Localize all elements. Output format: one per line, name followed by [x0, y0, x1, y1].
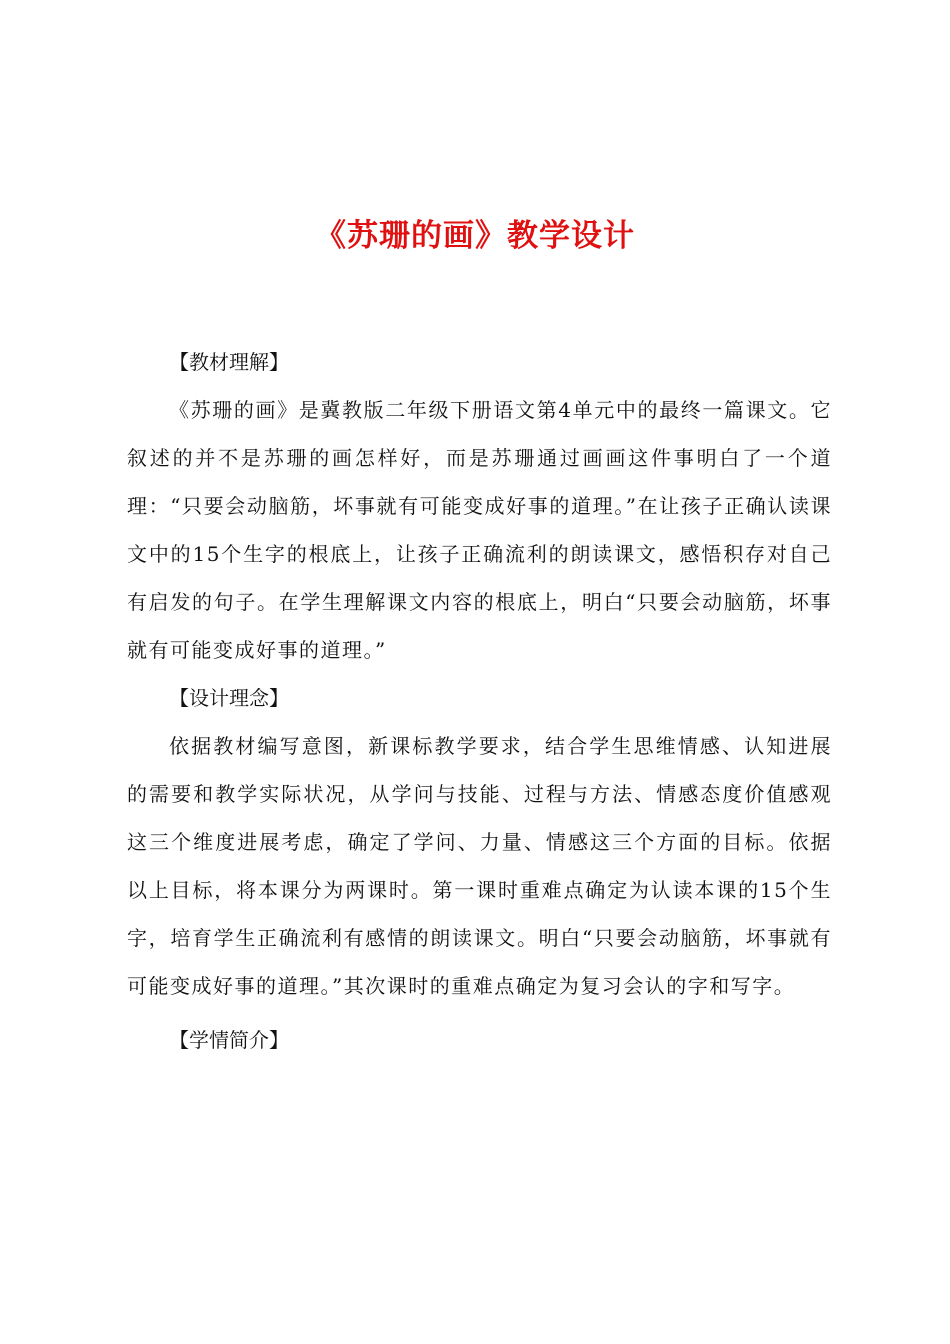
- section-paragraph: 依据教材编写意图，新课标教学要求，结合学生思维情感、认知进展的需要和教学实际状况，从学问与技能、过程与方法、情感态度价值感观这三个维度进展考虑，确定了学问、力量、情感这三个方面的目标。依据以上目标，将本课分为两课时。第一课时重难点确定为认读本课的15个生字，培育学生正确流利有感情的朗读课文。明白“只要会动脑筋，坏事就有可能变成好事的道理。”其次课时的重难点确定为复习会认的字和写字。: [127, 734, 832, 998]
- section-learner-profile: [127, 1016, 832, 1064]
- section-heading: 【设计理念】: [169, 686, 289, 710]
- document-body: [127, 338, 832, 1064]
- document-title: 《苏珊的画》教学设计: [315, 218, 635, 254]
- section-textbook-understanding: [127, 338, 832, 674]
- section-heading: 【教材理解】: [169, 350, 289, 374]
- section-heading: 【学情简介】: [169, 1028, 289, 1052]
- section-design-concept: [127, 674, 832, 1010]
- section-paragraph: 《苏珊的画》是冀教版二年级下册语文第4单元中的最终一篇课文。它叙述的并不是苏珊的画怎样好，而是苏珊通过画画这件事明白了一个道理：“只要会动脑筋，坏事就有可能变成好事的道理。”在让孩子正确认读课文中的15个生字的根底上，让孩子正确流利的朗读课文，感悟积存对自己有启发的句子。在学生理解课文内容的根底上，明白“只要会动脑筋，坏事就有可能变成好事的道理。”: [127, 398, 832, 662]
